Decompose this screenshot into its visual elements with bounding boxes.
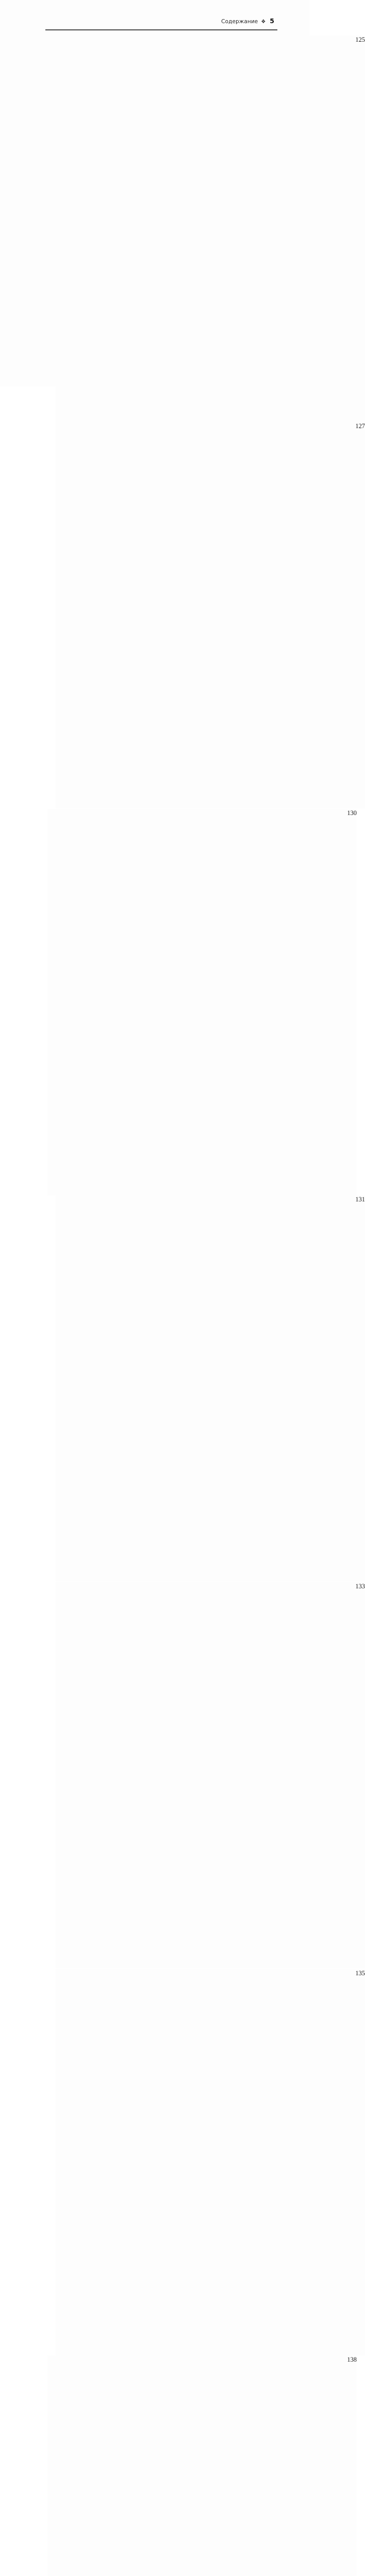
toc-entry[interactable] bbox=[45, 2355, 357, 2576]
page-number: 5 bbox=[270, 17, 274, 25]
toc-entry[interactable] bbox=[45, 1195, 365, 1582]
toc-entry-page: 135 bbox=[56, 1969, 365, 2355]
toc-entry[interactable] bbox=[45, 35, 365, 422]
toc-entry-page: 125 bbox=[56, 36, 365, 422]
toc-entry-page: 138 bbox=[47, 2355, 357, 2576]
toc-entry-page: 127 bbox=[56, 422, 365, 808]
toc-entry-page: 130 bbox=[47, 809, 357, 1195]
fleuron-ornament-icon: ❖ bbox=[261, 19, 266, 25]
toc-entry[interactable] bbox=[45, 422, 365, 809]
toc-entry[interactable] bbox=[45, 1969, 365, 2355]
header-divider bbox=[45, 29, 277, 30]
toc-entry[interactable] bbox=[45, 1582, 365, 1969]
toc-entry-page: 131 bbox=[56, 1195, 365, 1582]
running-head bbox=[45, 17, 274, 28]
toc-entry-page: 133 bbox=[56, 1582, 365, 1969]
toc-entry[interactable] bbox=[45, 808, 357, 1195]
table-of-contents bbox=[45, 35, 365, 2576]
running-head-title: Содержание bbox=[221, 19, 258, 25]
